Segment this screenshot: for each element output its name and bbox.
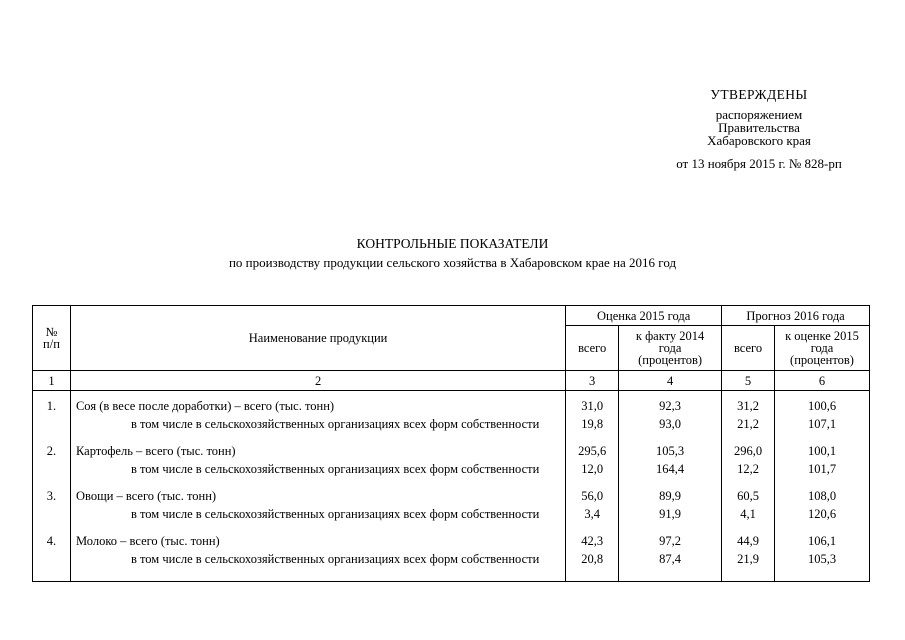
- row-fc-pct: 120,6: [775, 509, 870, 536]
- indicators-table: [32, 305, 870, 582]
- row-num: 2.: [33, 446, 71, 464]
- row-est-total: 19,8: [566, 419, 619, 446]
- document-title: КОНТРОЛЬНЫЕ ПОКАЗАТЕЛИ: [356, 236, 549, 251]
- column-number-6: 6: [775, 371, 870, 391]
- approval-title: УТВЕРЖДЕНЫ: [710, 87, 808, 102]
- column-number-1: 1: [33, 371, 71, 391]
- table-row: [33, 464, 870, 491]
- row-est-total: 20,8: [566, 554, 619, 582]
- row-est-pct: 87,4: [619, 554, 722, 582]
- row-fc-pct: 107,1: [775, 419, 870, 446]
- column-number-2: 2: [70, 371, 565, 391]
- row-fc-total: 296,0: [722, 446, 775, 464]
- header-vs-estimate-2015: к оценке 2015 года (процентов): [775, 326, 870, 371]
- approval-date: от 13 ноября 2015 г. № 828-рп: [676, 156, 842, 171]
- row-est-pct: 164,4: [619, 464, 722, 491]
- row-est-total: 31,0: [566, 401, 619, 419]
- row-est-total: 42,3: [566, 536, 619, 554]
- row-fc-total: 60,5: [722, 491, 775, 509]
- document-subtitle: по производству продукции сельского хозяйства в Хабаровском крае на 2016 год: [228, 255, 677, 270]
- row-num: 3.: [33, 491, 71, 509]
- row-fc-total: 4,1: [722, 509, 775, 536]
- header-forecast-2016: Прогноз 2016 года: [722, 306, 870, 326]
- row-num: [33, 419, 71, 446]
- row-name: в том числе в сельскохозяйственных организациях всех форм собственности: [70, 509, 565, 536]
- row-fc-pct: 106,1: [775, 536, 870, 554]
- row-fc-pct: 108,0: [775, 491, 870, 509]
- row-name: Молоко – всего (тыс. тонн): [70, 536, 565, 554]
- row-fc-pct: 100,6: [775, 401, 870, 419]
- row-name: Соя (в весе после доработки) – всего (тыс. тонн): [70, 401, 565, 419]
- approval-line-3: Хабаровского края: [707, 133, 811, 148]
- row-est-total: 3,4: [566, 509, 619, 536]
- header-name: Наименование продукции: [70, 306, 565, 371]
- row-fc-pct: 105,3: [775, 554, 870, 582]
- row-fc-total: 12,2: [722, 464, 775, 491]
- row-num: 4.: [33, 536, 71, 554]
- row-est-total: 56,0: [566, 491, 619, 509]
- column-number-3: 3: [566, 371, 619, 391]
- row-num: [33, 509, 71, 536]
- row-name: Овощи – всего (тыс. тонн): [70, 491, 565, 509]
- column-number-4: 4: [619, 371, 722, 391]
- row-name: Картофель – всего (тыс. тонн): [70, 446, 565, 464]
- row-est-pct: 105,3: [619, 446, 722, 464]
- row-name: в том числе в сельскохозяйственных организациях всех форм собственности: [70, 419, 565, 446]
- row-fc-total: 21,9: [722, 554, 775, 582]
- row-est-pct: 97,2: [619, 536, 722, 554]
- approval-line-2: Правительства: [718, 120, 800, 135]
- row-num: [33, 464, 71, 491]
- header-vs-fact-2014: к факту 2014 года (процентов): [619, 326, 722, 371]
- column-number-5: 5: [722, 371, 775, 391]
- row-est-pct: 91,9: [619, 509, 722, 536]
- approval-block: [649, 88, 869, 170]
- row-est-total: 12,0: [566, 464, 619, 491]
- row-name: в том числе в сельскохозяйственных организациях всех форм собственности: [70, 464, 565, 491]
- row-fc-total: 44,9: [722, 536, 775, 554]
- table-row: [33, 509, 870, 536]
- table-row: [33, 419, 870, 446]
- row-num: [33, 554, 71, 582]
- row-num: 1.: [33, 401, 71, 419]
- table-row: [33, 554, 870, 582]
- row-fc-pct: 101,7: [775, 464, 870, 491]
- row-est-pct: 92,3: [619, 401, 722, 419]
- row-est-total: 295,6: [566, 446, 619, 464]
- row-name: в том числе в сельскохозяйственных организациях всех форм собственности: [70, 554, 565, 582]
- approval-line-1: распоряжением: [715, 107, 803, 122]
- row-fc-pct: 100,1: [775, 446, 870, 464]
- row-est-pct: 93,0: [619, 419, 722, 446]
- row-est-pct: 89,9: [619, 491, 722, 509]
- row-fc-total: 21,2: [722, 419, 775, 446]
- header-estimate-2015: Оценка 2015 года: [566, 306, 722, 326]
- header-num: № п/п: [33, 306, 71, 371]
- header-est-total: всего: [566, 326, 619, 371]
- header-fc-total: всего: [722, 326, 775, 371]
- row-fc-total: 31,2: [722, 401, 775, 419]
